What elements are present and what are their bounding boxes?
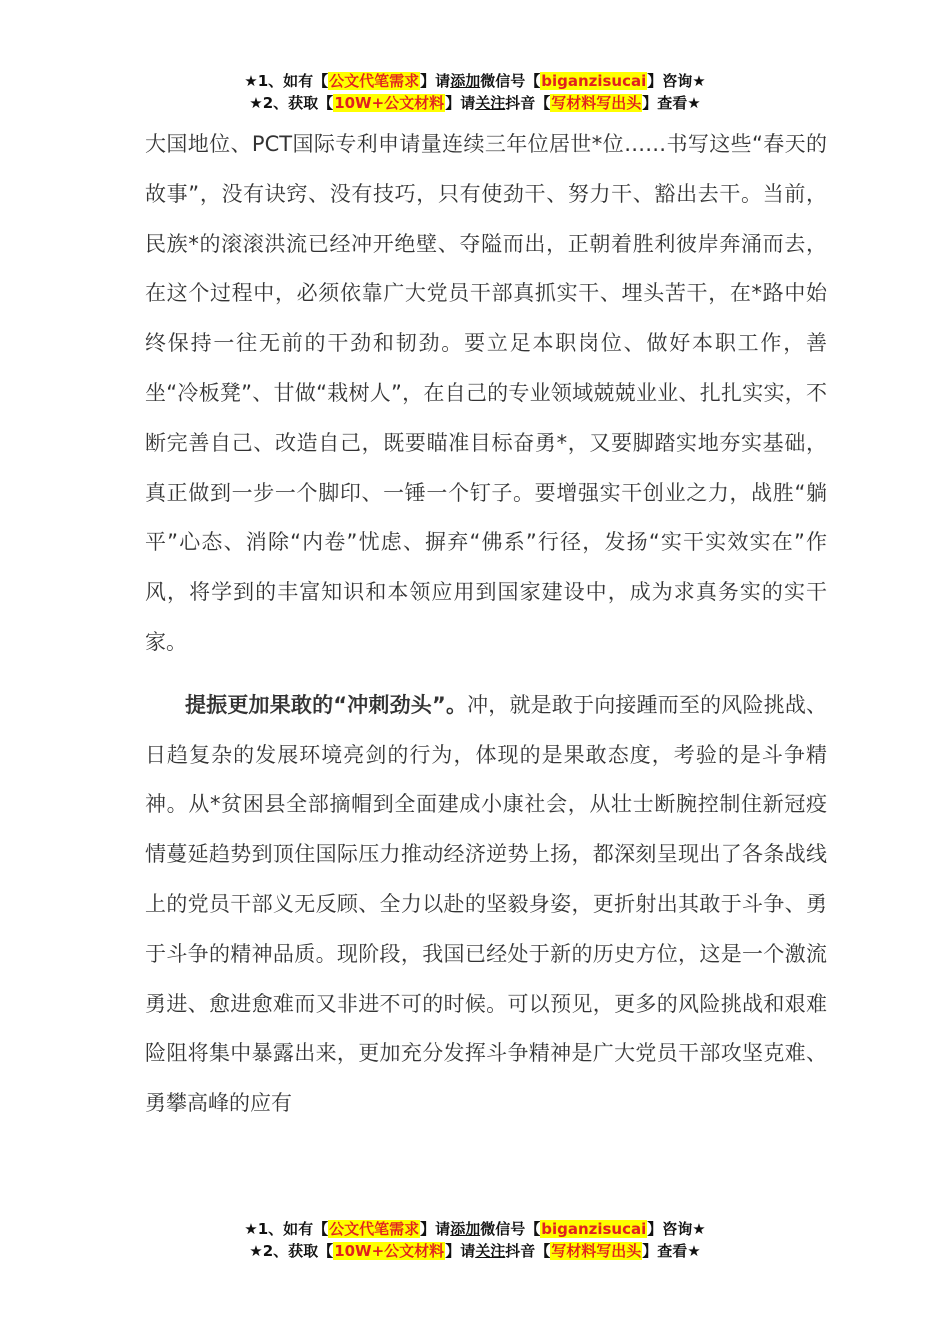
- highlight-text: 公文代笔需求: [329, 72, 420, 90]
- highlight-text: 写材料写出头: [551, 94, 642, 112]
- header-notice: [0, 70, 950, 114]
- notice-text: 】请: [445, 94, 476, 112]
- highlight-text: biganzisucai: [541, 1220, 647, 1238]
- underlined-text: 添加: [450, 72, 481, 90]
- underlined-text: 添加: [450, 1220, 481, 1238]
- highlight-text: biganzisucai: [541, 72, 647, 90]
- highlight-text: 公文代笔需求: [329, 1220, 420, 1238]
- notice-line-1: [0, 1218, 950, 1240]
- paragraph-heading: 提振更加果敢的“冲刺劲头”。: [185, 692, 468, 717]
- notice-text: 微信号【: [480, 72, 541, 90]
- highlight-text: 10W+公文材料: [334, 94, 445, 112]
- notice-text: 】请: [445, 1242, 476, 1260]
- notice-text: 】查看★: [642, 94, 701, 112]
- notice-text: ★1、如有【: [244, 1220, 329, 1238]
- notice-line-1: [0, 70, 950, 92]
- notice-text: ★1、如有【: [244, 72, 329, 90]
- notice-text: 抖音【: [505, 1242, 551, 1260]
- notice-line-2: [0, 92, 950, 114]
- notice-text: 】咨询★: [647, 72, 706, 90]
- paragraph-text: 冲，就是敢于向接踵而至的风险挑战、日趋复杂的发展环境亮剑的行为，体现的是果敢态度，考验的是斗争精神。从*贫困县全部摘帽到全面建成小康社会，从壮士断腕控制住新冠疫情蔓延趋势到顶住国际压力推动经济逆势上扬，都深刻呈现出了各条战线上的党员干部义无反顾、全力以赴的坚毅身姿，更折射出其敢于斗争、勇于斗争的精神品质。现阶段，我国已经处于新的历史方位，这是一个激流勇进、愈进愈难而又非进不可的时候。可以预见，更多的风险挑战和艰难险阻将集中暴露出来，更加充分发挥斗争精神是广大党员干部攻坚克难、勇攀高峰的应有: [145, 692, 827, 1116]
- underlined-text: 关注: [475, 94, 506, 112]
- notice-text: 】咨询★: [647, 1220, 706, 1238]
- document-body: [145, 120, 827, 1129]
- notice-text: ★2、获取【: [249, 94, 334, 112]
- notice-line-2: [0, 1240, 950, 1262]
- highlight-text: 写材料写出头: [551, 1242, 642, 1260]
- notice-text: 微信号【: [480, 1220, 541, 1238]
- notice-text: 】请: [420, 1220, 451, 1238]
- notice-text: 】查看★: [642, 1242, 701, 1260]
- underlined-text: 关注: [475, 1242, 506, 1260]
- highlight-text: 10W+公文材料: [334, 1242, 445, 1260]
- notice-text: 抖音【: [505, 94, 551, 112]
- notice-text: 】请: [420, 72, 451, 90]
- footer-notice: [0, 1218, 950, 1262]
- paragraph: 大国地位、PCT国际专利申请量连续三年位居世*位……书写这些“春天的故事”，没有诀窍、没有技巧，只有使劲干、努力干、豁出去干。当前，民族*的滚滚洪流已经冲开绝壁、夺隘而出，正朝着胜利彼岸奔涌而去，在这个过程中，必须依靠广大党员干部真抓实干、埋头苦干，在*路中始终保持一往无前的干劲和韧劲。要立足本职岗位、做好本职工作，善坐“冷板凳”、甘做“栽树人”，在自己的专业领域兢兢业业、扎扎实实，不断完善自己、改造自己，既要瞄准目标奋勇*，又要脚踏实地夯实基础，真正做到一步一个脚印、一锤一个钉子。要增强实干创业之力，战胜“躺平”心态、消除“内卷”忧虑、摒弃“佛系”行径，发扬“实干实效实在”作风，将学到的丰富知识和本领应用到国家建设中，成为求真务实的实干家。: [145, 132, 827, 654]
- notice-text: ★2、获取【: [249, 1242, 334, 1260]
- paragraph: [145, 681, 827, 1129]
